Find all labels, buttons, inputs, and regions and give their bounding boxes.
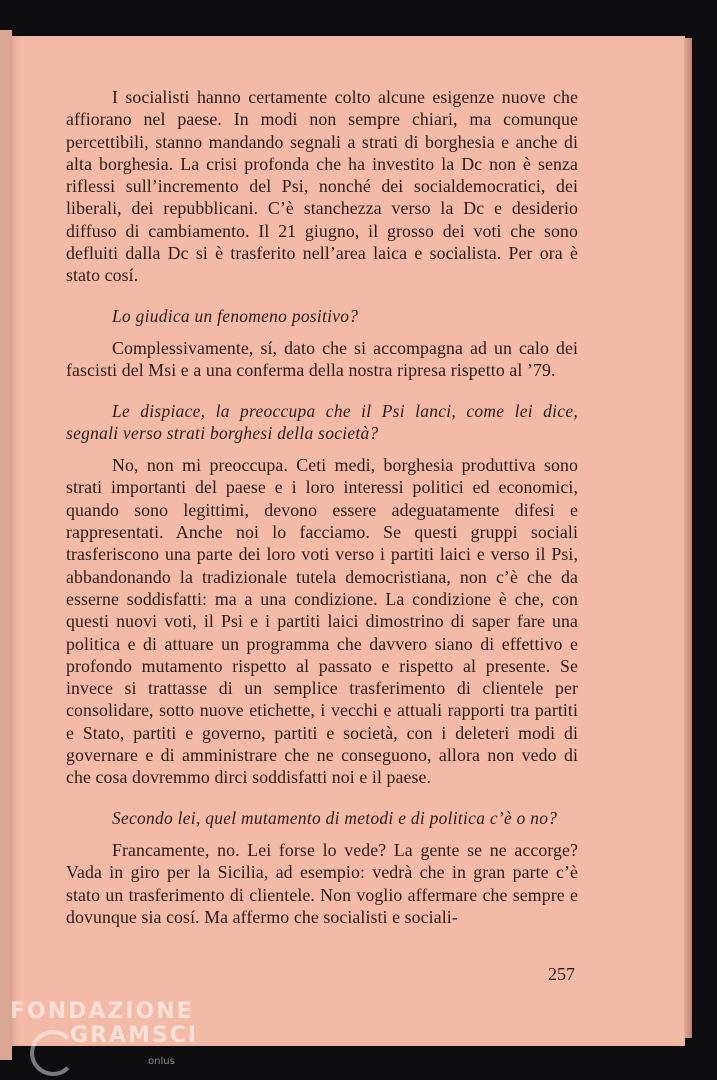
fondazione-gramsci-watermark (10, 1000, 198, 1048)
watermark-line-2: GRAMSCI (70, 1023, 199, 1048)
paragraph-answer-2: Complessivamente, sí, dato che si accompagna ad un calo dei fascisti del Msi e a una conferma della nostra ripresa rispetto al ’79. (66, 337, 578, 381)
paragraph-question-3: Secondo lei, quel mutamento di metodi e di politica c’è o no? (112, 807, 558, 828)
page-number: 257 (548, 964, 575, 984)
page-fore-edge (684, 38, 692, 1038)
watermark-subtitle: onlus (148, 1056, 175, 1067)
watermark-line-1: FONDAZIONE (10, 999, 194, 1024)
page-body (66, 86, 578, 928)
watermark-logo-icon (30, 1030, 76, 1076)
paragraph-answer-3: No, non mi preoccupa. Ceti medi, borghesia produttiva sono strati importanti del paese e i loro interessi politici ed economici, quando sono legittimi, devono essere adeguatamente difesi e rappresentati. Anche noi lo facciamo. Se questi gruppi sociali trasferiscono una parte dei loro voti verso i partiti laici e verso il Psi, abbandonando la tradizionale tutela democristiana, non c’è che da esserne soddisfatti: ma a una condizione. La condizione è che, con questi nuovi voti, il Psi e i partiti laici dimostrino di saper fare una politica e di attuare un programma che davvero siano di effettivo e profondo mutamento rispetto al passato e rispetto al presente. Se invece si trattasse di un semplice trasferimento di clientele per consolidare, sotto nuove etichette, i vecchi e attuali rapporti tra partiti e Stato, partiti e governo, partiti e società, con i deleteri modi di governare e di amministrare che ne conseguono, allora non vedo di che cosa dovremmo dirci soddisfatti noi e il paese. (66, 455, 578, 788)
paragraph-answer-4: Francamente, no. Lei forse lo vede? La gente se ne accorge? Vada in giro per la Sicilia, ad esempio: vedrà che in gran parte c’è stato un trasferimento di clientele. Non voglio affermare che sempre e dovunque sia cosí. Ma affermo che socialisti e sociali- (66, 839, 578, 927)
paragraph-question-2: Le dispiace, la preoccupa che il Psi lanci, come lei dice, segnali verso strati borghesi della società? (66, 400, 578, 443)
paragraph-question-1: Lo giudica un fenomeno positivo? (112, 305, 359, 326)
paragraph-answer-1: I socialisti hanno certamente colto alcune esigenze nuove che affiorano nel paese. In modi non sempre chiari, ma comunque percettibili, stanno mandando segnali a strati di borghesia e anche di alta borghesia. La crisi profonda che ha investito la Dc non è senza riflessi sull’incremento del Psi, nonché dei socialdemocratici, dei liberali, dei repubblicani. C’è stanchezza verso la Dc e desiderio diffuso di cambiamento. Il 21 giugno, il grosso dei voti che sono defluiti dalla Dc si è trasferito nell’area laica e socialista. Per ora è stato cosí. (66, 87, 578, 286)
